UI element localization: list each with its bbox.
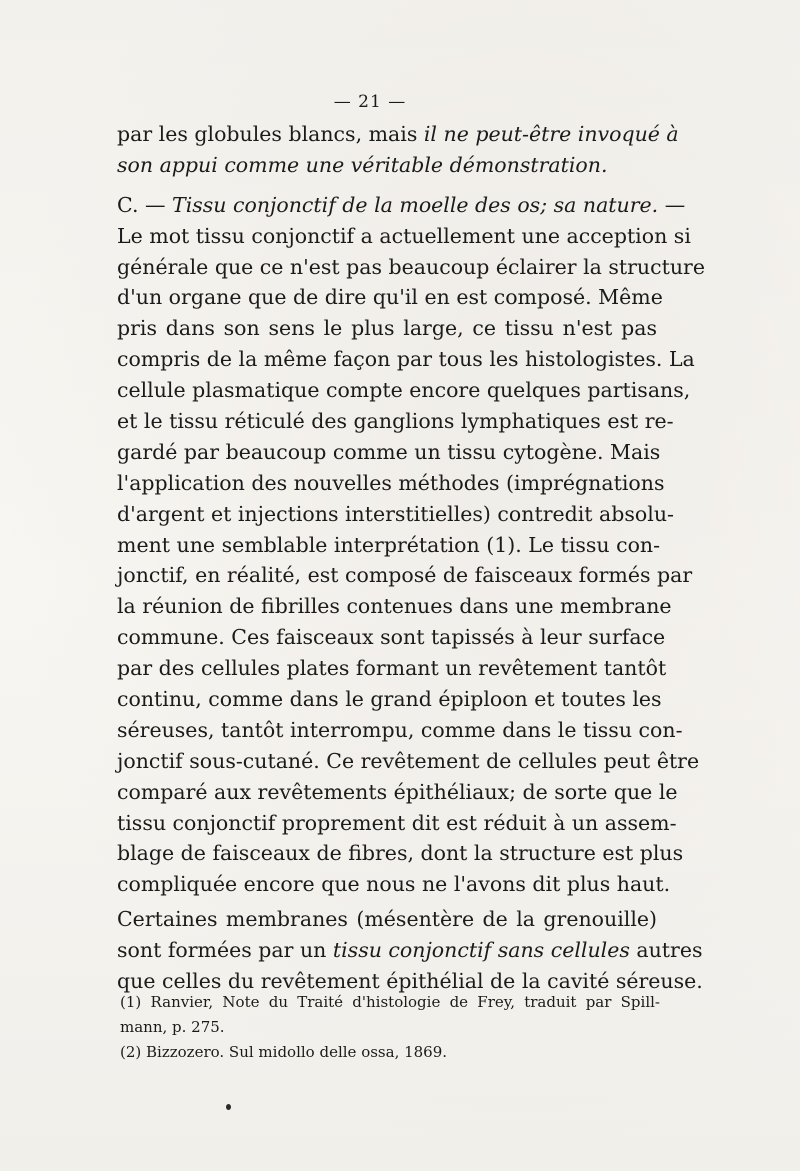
text-line: tissu conjonctif proprement dit est réduit à un assem- <box>117 810 677 835</box>
footnote-1: (1) Ranvier, Note du Traité d'histologie de Frey, traduit par Spill- <box>120 993 660 1011</box>
text-line: générale que ce n'est pas beaucoup éclairer la structure <box>117 254 705 279</box>
text-line: blage de faisceaux de fibres, dont la structure est plus <box>117 841 684 866</box>
footnote-1-continued: mann, p. 275. <box>120 1018 225 1036</box>
text-segment: par les globules blancs, mais <box>117 122 424 146</box>
text-line: gardé par beaucoup comme un tissu cytogène. Mais <box>117 439 661 464</box>
text-line: jonctif, en réalité, est composé de faisceaux formés par <box>117 563 693 588</box>
text-line: continu, comme dans le grand épiploon et toutes les <box>117 687 662 712</box>
text-line <box>117 935 703 966</box>
paragraph-gap <box>117 181 657 190</box>
text-line: Certaines membranes (mésentère de la grenouille) <box>117 907 657 932</box>
text-line: commune. Ces faisceaux sont tapissés à leur surface <box>117 625 666 650</box>
heading-dash: — <box>658 192 686 217</box>
section-letter: C. — <box>117 192 173 217</box>
italic-segment: tissu conjonctif sans cellules <box>332 938 630 963</box>
text-line: d'argent et injections interstitielles) contredit absolu- <box>117 501 674 526</box>
text-segment: autres <box>629 938 703 963</box>
text-line: son appui comme une véritable démonstration. <box>117 152 608 177</box>
text-line: Le mot tissu conjonctif a actuellement une acception si <box>117 223 691 248</box>
footnotes <box>120 990 660 1065</box>
text-line: compris de la même façon par tous les histologistes. La <box>117 347 695 372</box>
italic-segment: il ne peut-être invoqué à <box>423 122 679 146</box>
page-number: — 21 — <box>333 92 407 112</box>
text-line: ment une semblable interprétation (1). Le tissu con- <box>117 532 661 557</box>
ink-dot <box>226 1104 231 1110</box>
section-heading <box>117 190 686 221</box>
text-line: la réunion de fibrilles contenues dans une membrane <box>117 594 672 619</box>
text-line: cellule plasmatique compte encore quelques partisans, <box>117 378 691 403</box>
text-line <box>117 119 679 150</box>
text-line: l'application des nouvelles méthodes (imprégnations <box>117 470 665 495</box>
footnote-2: (2) Bizzozero. Sul midollo delle ossa, 1869. <box>120 1043 448 1061</box>
text-line: que celles du revêtement épithélial de la cavité séreuse. <box>117 969 703 994</box>
section-title: Tissu conjonctif de la moelle des os; sa nature. <box>172 192 659 217</box>
main-text <box>117 119 705 997</box>
text-line: séreuses, tantôt interrompu, comme dans le tissu con- <box>117 717 683 742</box>
text-segment: sont formées par un <box>117 938 333 963</box>
text-line: comparé aux revêtements épithéliaux; de sorte que le <box>117 779 678 804</box>
text-line: d'un organe que de dire qu'il en est composé. Même <box>117 285 663 310</box>
text-line: jonctif sous-cutané. Ce revêtement de cellules peut être <box>117 748 700 773</box>
text-line: compliquée encore que nous ne l'avons dit plus haut. <box>117 872 671 897</box>
text-line: et le tissu réticulé des ganglions lymphatiques est re- <box>117 409 674 434</box>
text-line: pris dans son sens le plus large, ce tissu n'est pas <box>117 316 657 341</box>
text-line: par des cellules plates formant un revêtement tantôt <box>117 656 667 681</box>
